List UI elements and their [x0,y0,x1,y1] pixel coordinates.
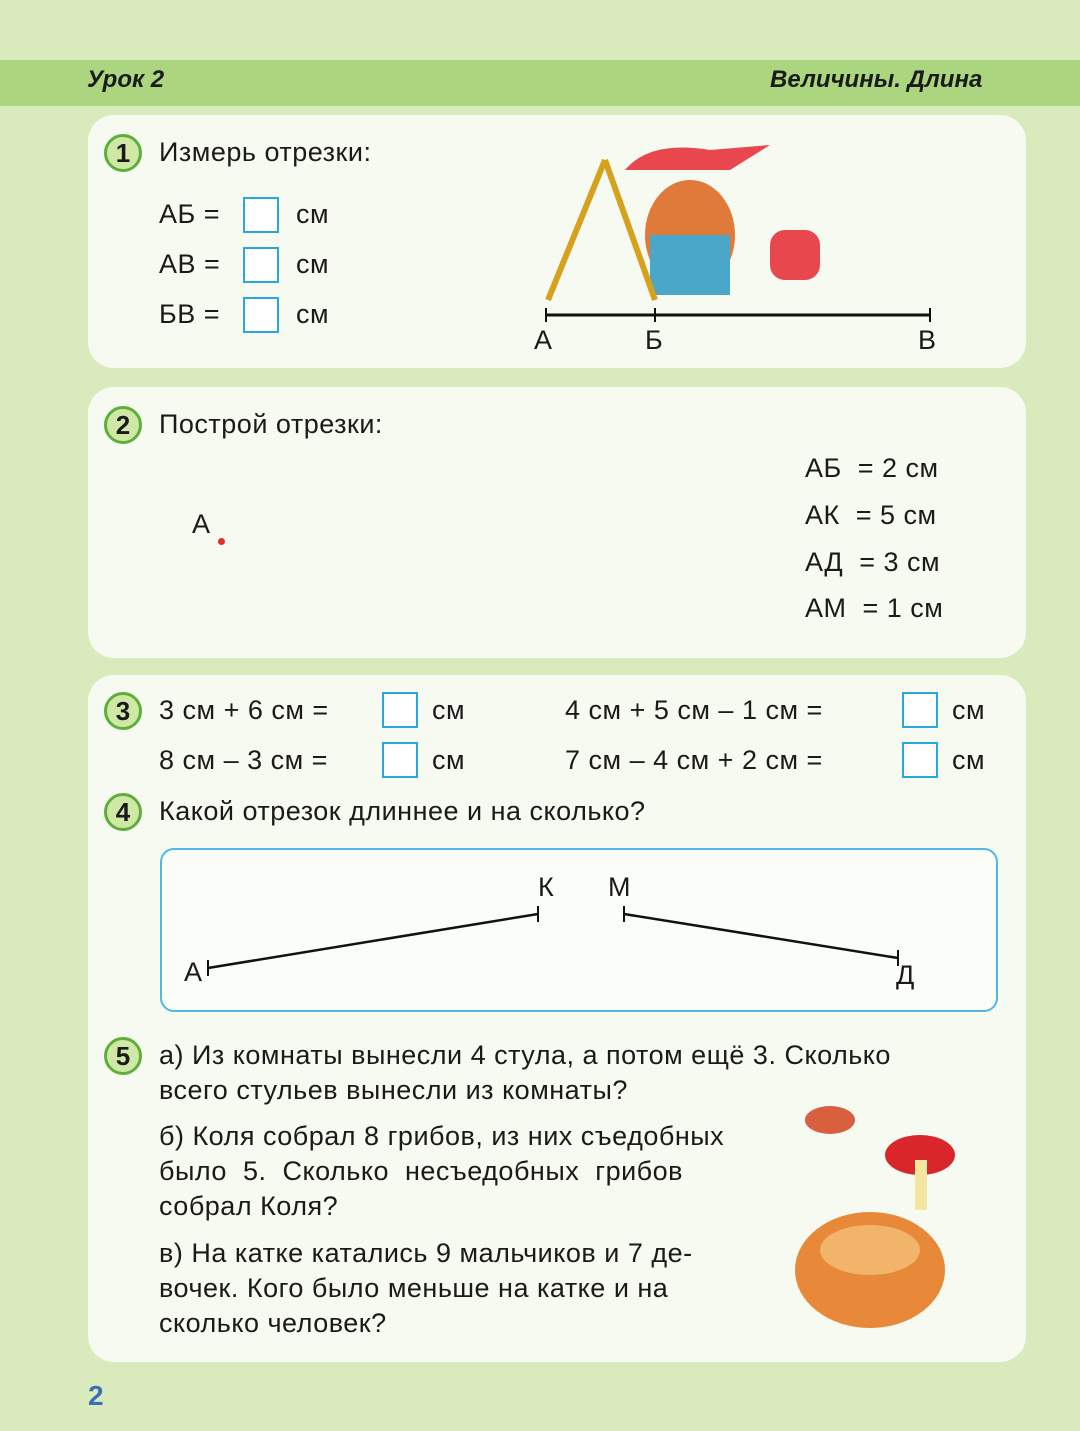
problem-b: было 5. Сколько несъедобных грибов [159,1156,684,1186]
expression: 8 см – 3 см = [159,745,328,775]
segment-spec: АБ = 2 см [805,453,939,483]
row-label: АБ = [159,199,220,229]
point-a: А [534,325,553,355]
answer-box[interactable] [902,692,938,728]
answer-box[interactable] [382,742,418,778]
gnome-illustration [530,140,950,330]
answer-box[interactable] [382,692,418,728]
point-a-dot [218,538,225,545]
point-b: Б [645,325,664,355]
task2-number: 2 [104,406,142,444]
point-v: В [918,325,937,355]
unit: см [432,695,466,725]
page-number: 2 [88,1380,104,1411]
lesson-label: Урок 2 [87,66,165,93]
expression: 4 см + 5 см – 1 см = [565,695,823,725]
segment-spec: АМ = 1 см [805,593,944,623]
problem-a: а) Из комнаты вынесли 4 стула, а потом ещё 3. Сколько [159,1040,891,1070]
answer-box[interactable] [243,297,279,333]
label-d: Д [896,960,915,990]
point-a-label: А [192,509,211,539]
label-a: А [184,957,203,987]
unit: см [952,745,986,775]
unit: см [952,695,986,725]
label-m: М [608,872,631,902]
topic-title: Величины. Длина [770,66,983,93]
segment-spec: АК = 5 см [805,500,937,530]
problem-c: в) На катке катались 9 мальчиков и 7 де- [159,1238,693,1268]
row-label: БВ = [159,299,220,329]
task2-title: Построй отрезки: [159,409,383,439]
task1-number: 1 [104,134,142,172]
problem-a: всего стульев вынесли из комнаты? [159,1075,628,1105]
task3-number: 3 [104,692,142,730]
mushroom-basket-illustration [790,1100,990,1340]
answer-box[interactable] [243,197,279,233]
segments-drawing [160,848,998,1012]
unit: см [296,249,330,279]
unit: см [296,199,330,229]
row-label: АВ = [159,249,221,279]
label-k: К [538,872,555,902]
answer-box[interactable] [902,742,938,778]
problem-b: б) Коля собрал 8 грибов, из них съедобных [159,1121,725,1151]
segment-spec: АД = 3 см [805,547,941,577]
expression: 7 см – 4 см + 2 см = [565,745,823,775]
answer-box[interactable] [243,247,279,283]
task1-title: Измерь отрезки: [159,137,372,167]
problem-b: собрал Коля? [159,1191,339,1221]
unit: см [432,745,466,775]
unit: см [296,299,330,329]
task4-number: 4 [104,793,142,831]
problem-c: вочек. Кого было меньше на катке и на [159,1273,669,1303]
expression: 3 см + 6 см = [159,695,329,725]
task4-title: Какой отрезок длиннее и на сколько? [159,796,646,826]
task5-number: 5 [104,1037,142,1075]
problem-c: сколько человек? [159,1308,387,1338]
